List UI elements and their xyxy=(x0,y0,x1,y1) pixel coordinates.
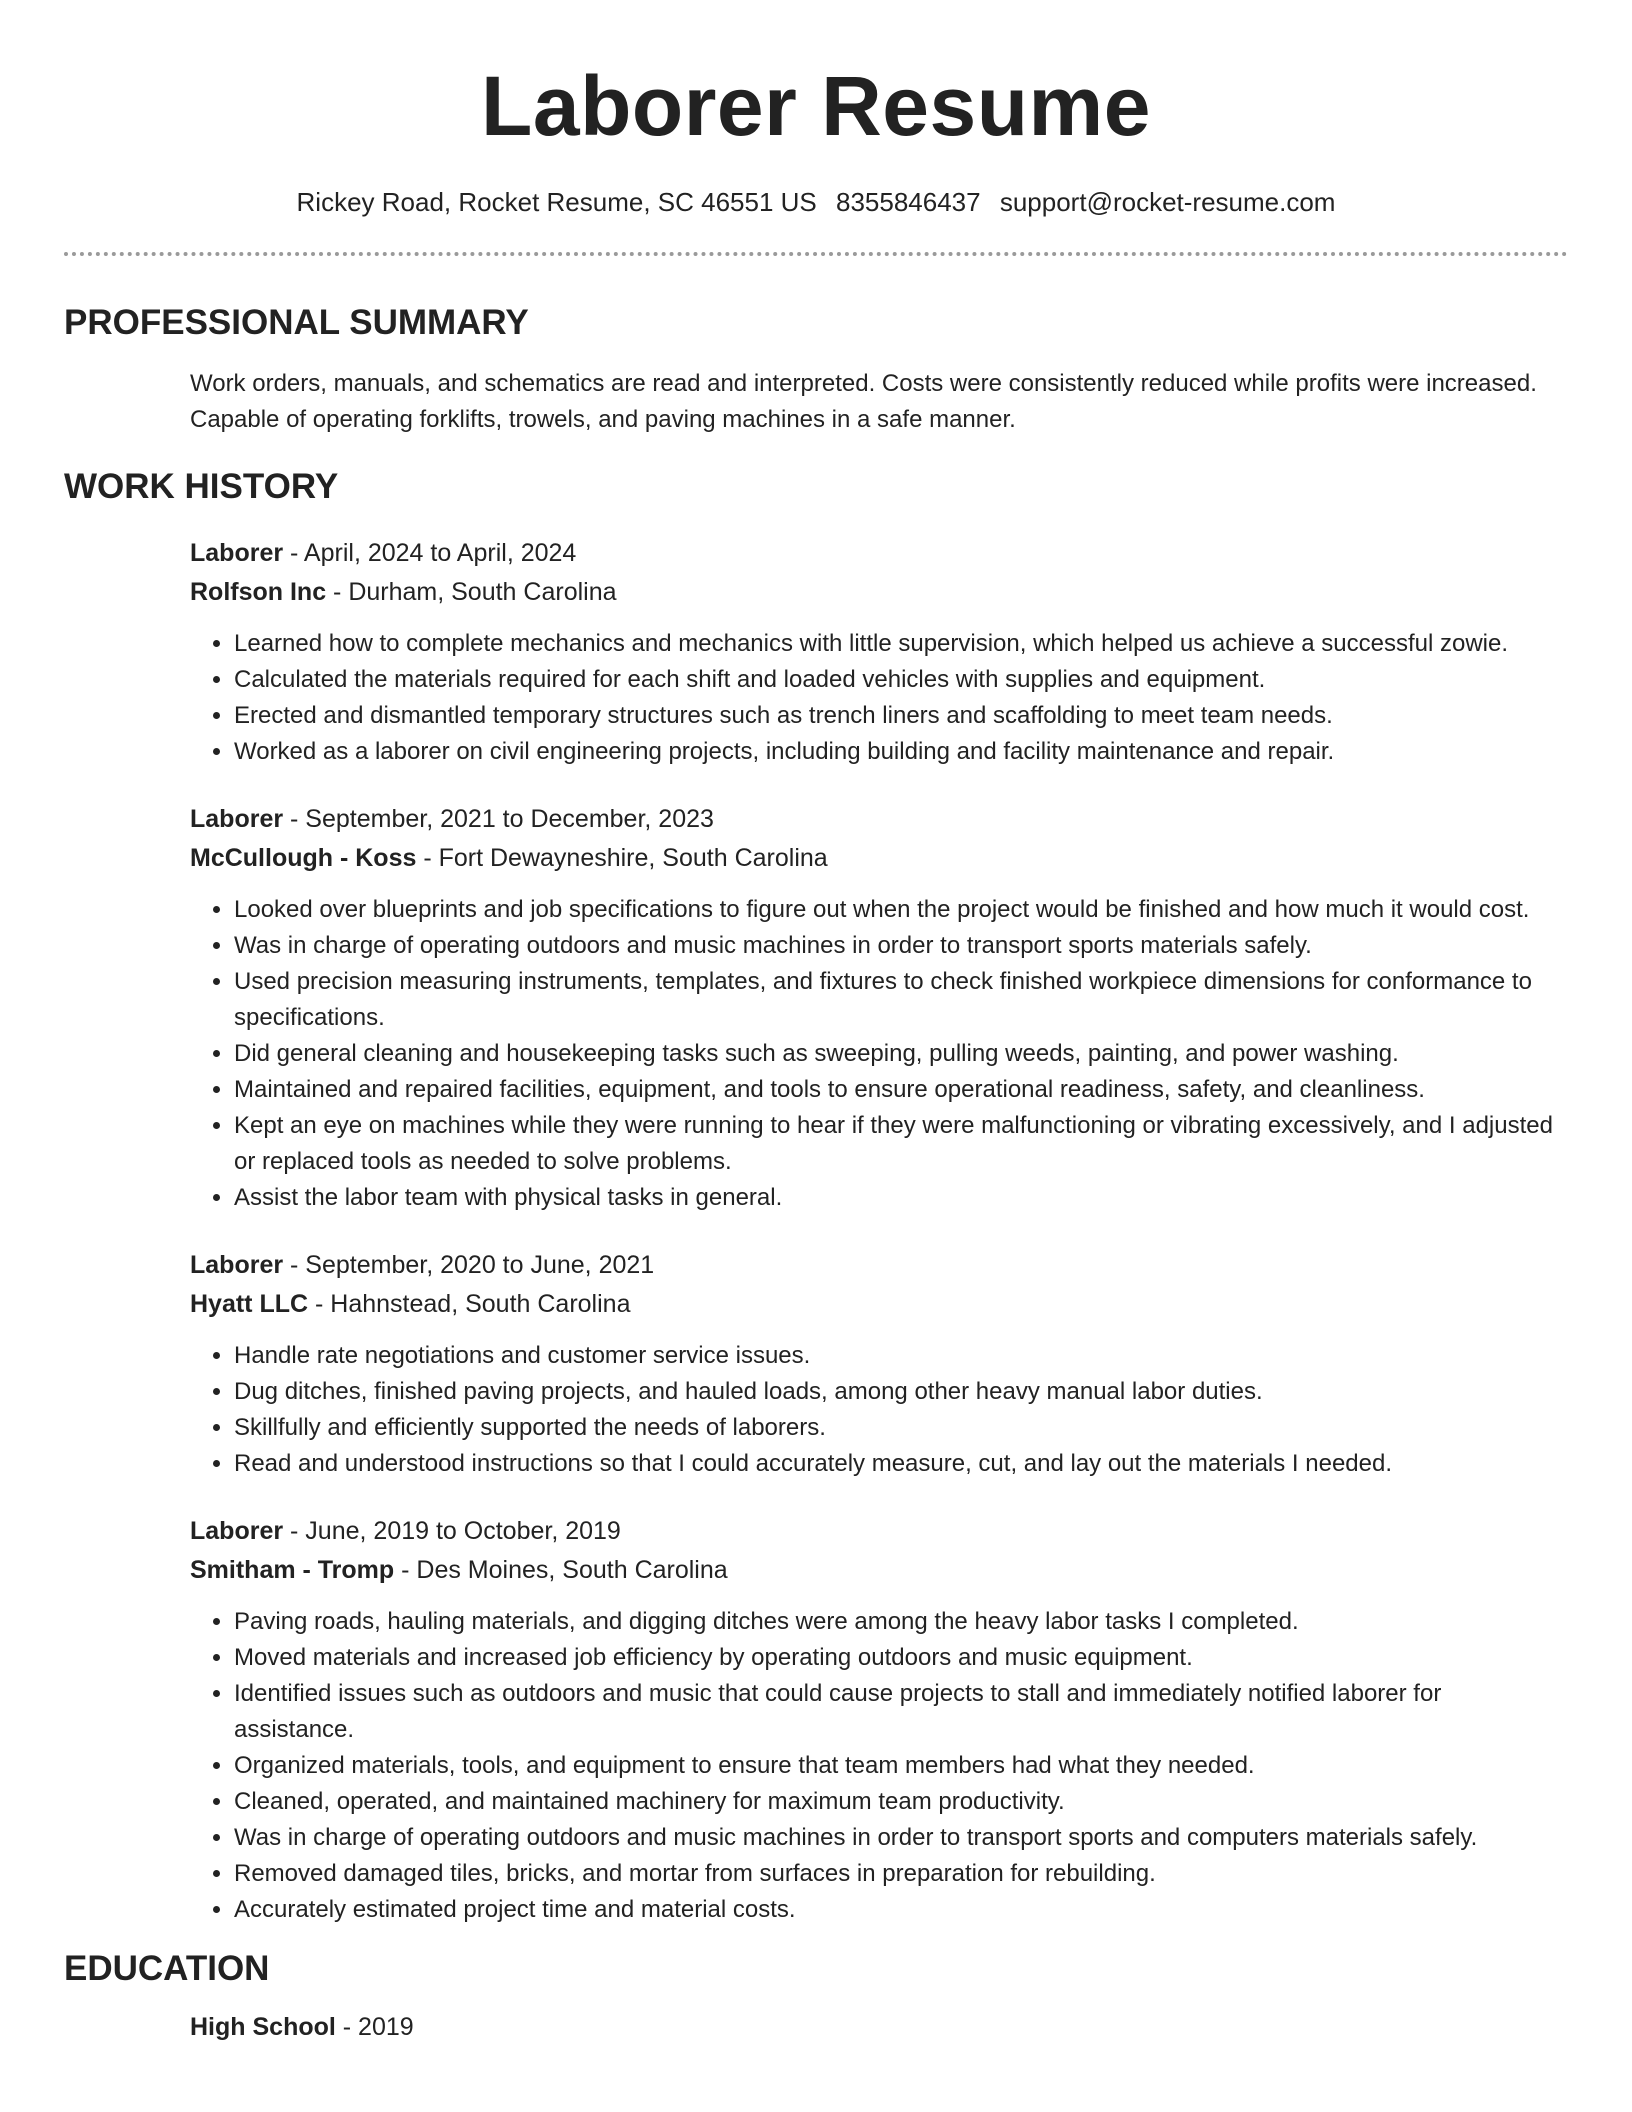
job-company: Hyatt LLC xyxy=(190,1290,309,1318)
job-company: Smitham - Tromp xyxy=(190,1556,395,1584)
job-dates: - April, 2024 to April, 2024 xyxy=(283,539,577,567)
list-item: • Moved materials and increased job efficiency by operating outdoors and music equipment. xyxy=(234,1640,1568,1676)
job-dates: - September, 2021 to December, 2023 xyxy=(283,805,714,833)
job-title-line xyxy=(190,800,1568,839)
list-item: • Organized materials, tools, and equipment to ensure that team members had what they needed. xyxy=(234,1748,1568,1784)
job-location: - Hahnstead, South Carolina xyxy=(308,1290,631,1318)
education-degree: High School xyxy=(190,2013,336,2041)
list-item: • Was in charge of operating outdoors and music machines in order to transport sports materials safely. xyxy=(234,928,1568,964)
list-item: • Cleaned, operated, and maintained machinery for maximum team productivity. xyxy=(234,1784,1568,1820)
contact-phone: 8355846437 xyxy=(836,187,981,217)
list-item: • Looked over blueprints and job specifications to figure out when the project would be finished and how much it would cost. xyxy=(234,892,1568,928)
job-company-line xyxy=(190,1551,1568,1590)
job-title-line xyxy=(190,1246,1568,1285)
job-company: Rolfson Inc xyxy=(190,578,327,606)
job-location: - Des Moines, South Carolina xyxy=(394,1556,728,1584)
list-item: • Paving roads, hauling materials, and digging ditches were among the heavy labor tasks I completed. xyxy=(234,1604,1568,1640)
list-item: • Was in charge of operating outdoors and music machines in order to transport sports and computers materials safely. xyxy=(234,1820,1568,1856)
job-bullets xyxy=(190,892,1568,1216)
summary-text: Work orders, manuals, and schematics are read and interpreted. Costs were consistently reduced while profits were increased. Capable of operating forklifts, trowels, and paving machines in a safe manner. xyxy=(190,370,1537,433)
job-title: Laborer xyxy=(190,1517,284,1545)
job-title: Laborer xyxy=(190,805,284,833)
job-entry xyxy=(190,534,1568,770)
contact-email: support@rocket-resume.com xyxy=(999,187,1336,217)
list-item: • Skillfully and efficiently supported the needs of laborers. xyxy=(234,1410,1568,1446)
list-item: • Erected and dismantled temporary structures such as trench liners and scaffolding to meet team needs. xyxy=(234,698,1568,734)
list-item: • Maintained and repaired facilities, equipment, and tools to ensure operational readiness, safety, and cleanliness. xyxy=(234,1072,1568,1108)
job-dates: - September, 2020 to June, 2021 xyxy=(283,1251,655,1279)
contact-address: Rickey Road, Rocket Resume, SC 46551 US xyxy=(296,187,817,217)
list-item: • Dug ditches, finished paving projects, and hauled loads, among other heavy manual labor duties. xyxy=(234,1374,1568,1410)
work-history-section xyxy=(190,534,1568,1928)
list-item: • Handle rate negotiations and customer service issues. xyxy=(234,1338,1568,1374)
work-history-heading: WORK HISTORY xyxy=(64,467,339,506)
list-item: • Learned how to complete mechanics and mechanics with little supervision, which helped us achieve a successful zowie. xyxy=(234,626,1568,662)
list-item: • Read and understood instructions so that I could accurately measure, cut, and lay out the materials I needed. xyxy=(234,1446,1568,1482)
list-item: • Used precision measuring instruments, templates, and fixtures to check finished workpiece dimensions for conformance to specifications. xyxy=(234,964,1568,1036)
education-heading: EDUCATION xyxy=(64,1949,270,1988)
job-company-line xyxy=(190,839,1568,878)
job-bullets xyxy=(190,626,1568,770)
job-title: Laborer xyxy=(190,1251,284,1279)
education-section xyxy=(190,2008,1568,2047)
page-title: Laborer Resume xyxy=(481,59,1151,153)
list-item: • Did general cleaning and housekeeping tasks such as sweeping, pulling weeds, painting, and power washing. xyxy=(234,1036,1568,1072)
list-item: • Identified issues such as outdoors and music that could cause projects to stall and immediately notified laborer for assistance. xyxy=(234,1676,1568,1748)
list-item: • Assist the labor team with physical tasks in general. xyxy=(234,1180,1568,1216)
list-item: • Calculated the materials required for each shift and loaded vehicles with supplies and equipment. xyxy=(234,662,1568,698)
job-company-line xyxy=(190,1285,1568,1324)
job-dates: - June, 2019 to October, 2019 xyxy=(283,1517,621,1545)
list-item: • Removed damaged tiles, bricks, and mortar from surfaces in preparation for rebuilding. xyxy=(234,1856,1568,1892)
education-year: - 2019 xyxy=(335,2013,414,2041)
job-location: - Durham, South Carolina xyxy=(326,578,617,606)
summary-heading: PROFESSIONAL SUMMARY xyxy=(64,303,529,342)
job-bullets xyxy=(190,1338,1568,1482)
job-title: Laborer xyxy=(190,539,284,567)
job-entry xyxy=(190,1512,1568,1928)
summary-section xyxy=(190,366,1568,438)
job-bullets xyxy=(190,1604,1568,1928)
header-divider xyxy=(64,252,1568,256)
list-item: • Worked as a laborer on civil engineering projects, including building and facility maintenance and repair. xyxy=(234,734,1568,770)
job-location: - Fort Dewayneshire, South Carolina xyxy=(416,844,828,872)
job-entry xyxy=(190,800,1568,1216)
job-title-line xyxy=(190,1512,1568,1551)
list-item: • Accurately estimated project time and material costs. xyxy=(234,1892,1568,1928)
education-entry xyxy=(190,2008,1568,2047)
job-title-line xyxy=(190,534,1568,573)
list-item: • Kept an eye on machines while they were running to hear if they were malfunctioning or vibrating excessively, and I adjusted or replaced tools as needed to solve problems. xyxy=(234,1108,1568,1180)
contact-line xyxy=(64,186,1568,218)
job-company-line xyxy=(190,573,1568,612)
job-company: McCullough - Koss xyxy=(190,844,417,872)
job-entry xyxy=(190,1246,1568,1482)
